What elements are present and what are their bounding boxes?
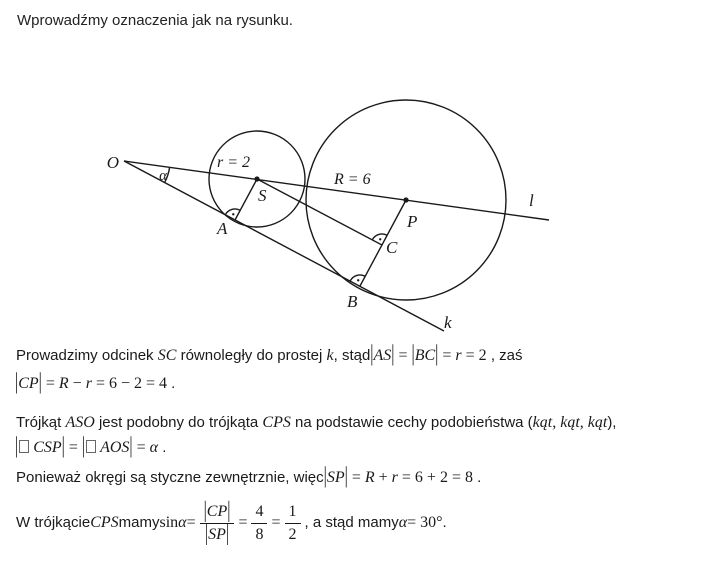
label-point-p: P [407,212,418,231]
paragraph-2-line-2: | CSP| = | AOS| = α . [15,433,167,459]
paragraph-3: Ponieważ okręgi są styczne zewnętrznie, więc|SP| = R + r = 6 + 2 = 8 . [16,463,482,489]
label-point-b: B [347,292,358,311]
center-dot-p [403,197,408,202]
label-radius-small: r = 2 [217,154,251,171]
paragraph-1-line-1: Prowadzimy odcinek SC równoległy do prostej k, stąd|AS| = |BC| = r = 2 , zaś [16,341,523,367]
intro-text: Wprowadźmy oznaczenia jak na rysunku. [17,12,293,29]
paragraph-4: W trójkącie CPS mamy sin α = $\frac{|CP|}{|SP|}$ = $\frac{4}{8}$ = $\frac{1}{2}$ , a stąd mamy α = 30° . [16,498,447,546]
label-angle-alpha: α [159,168,167,184]
label-point-c: C [386,238,398,257]
center-dot-s [254,176,259,181]
paragraph-1-line-2: |CP| = R − r = 6 − 2 = 4 . [15,369,176,395]
right-angle-dot-a [232,213,234,215]
label-point-o: O [106,153,119,172]
paragraph-2-line-1: Trójkąt ASO jest podobny do trójkąta CPS na podstawie cechy podobieństwa (kąt, kąt, kąt), [16,414,617,431]
label-radius-large: R = 6 [334,171,371,188]
right-angle-dot-c [379,238,381,240]
segment-pb [360,200,406,286]
label-line-k: k [444,313,452,332]
segment-sa [235,179,257,220]
segment-sc [257,179,382,245]
line-l [124,161,549,220]
right-angle-dot-b [357,279,359,281]
label-point-s: S [258,186,267,205]
label-line-l: l [529,191,534,210]
label-point-a: A [217,219,228,238]
